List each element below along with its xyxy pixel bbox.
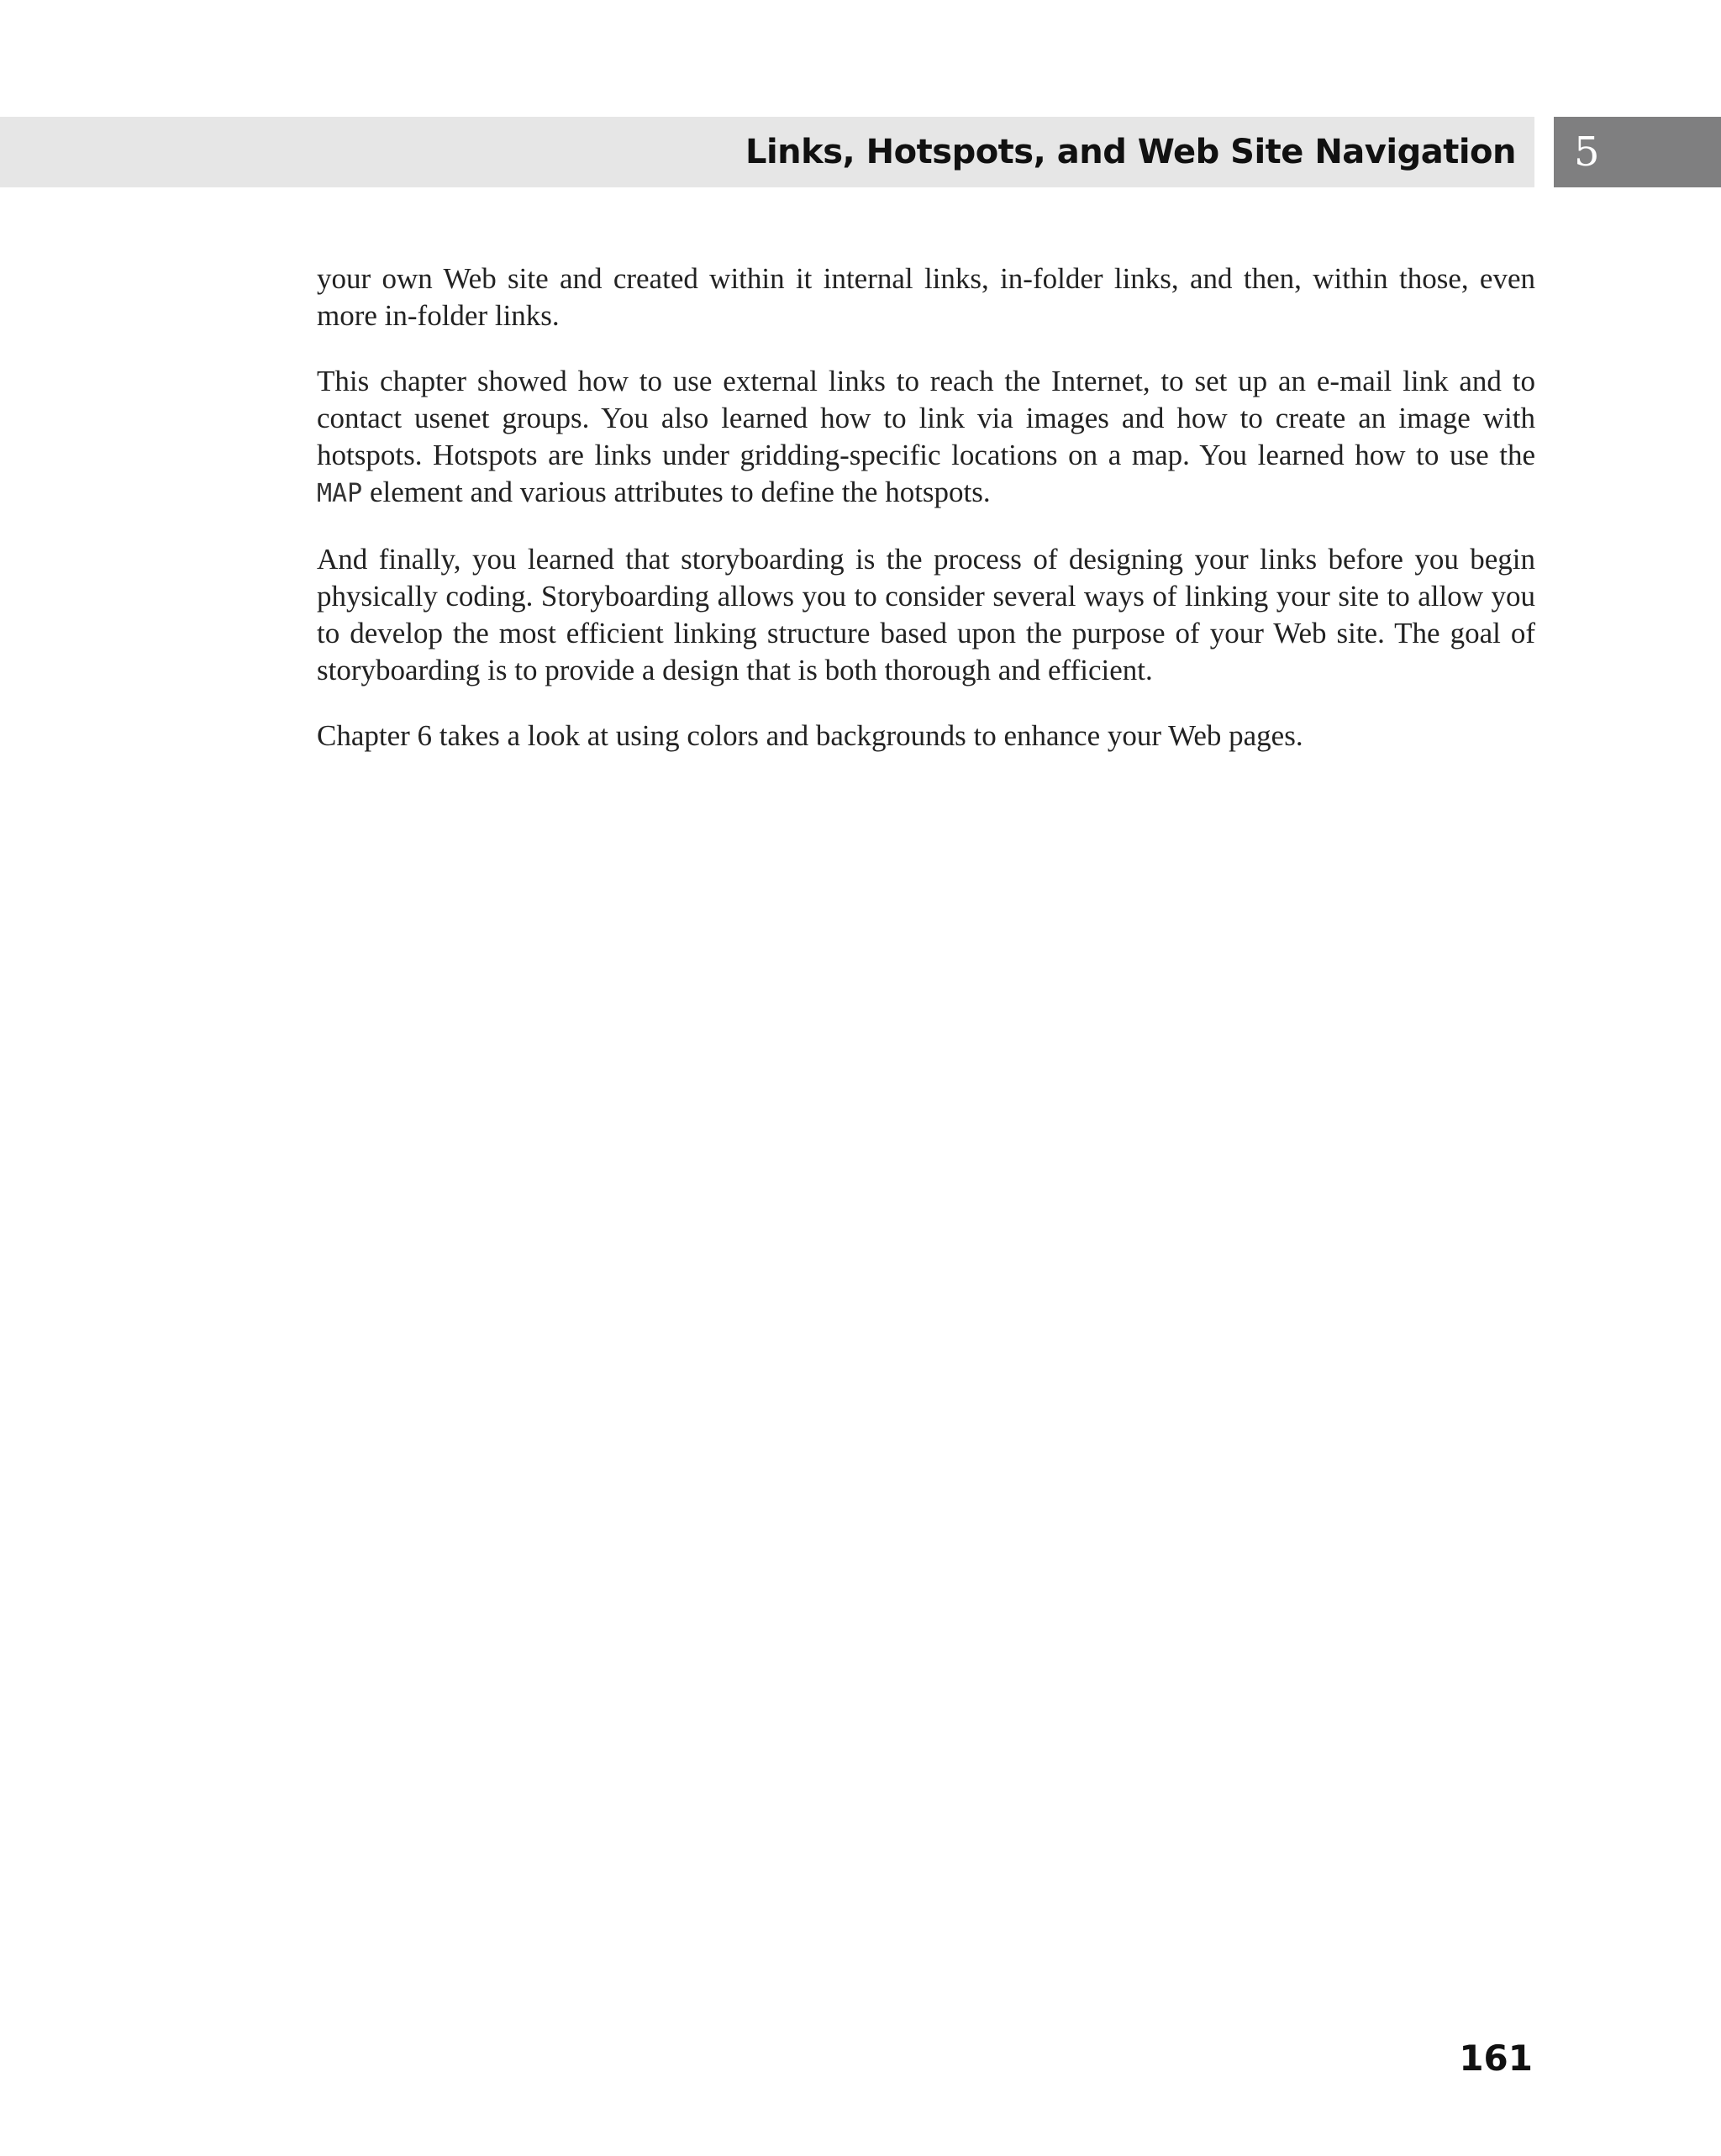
paragraph-2-text-a: This chapter showed how to use external links to reach the Internet, to set up an e-mail link and to contact usenet groups. You also learned how to link via images and how to create an image with hotspots. Hotspots are links under gridding-specific locations on a map. You learned how to use the	[317, 365, 1535, 471]
paragraph-4: Chapter 6 takes a look at using colors and backgrounds to enhance your Web pages.	[317, 719, 1303, 752]
running-head: Links, Hotspots, and Web Site Navigation	[745, 133, 1516, 171]
paragraph-3: And finally, you learned that storyboarding is the process of designing your links before you begin physically coding. Storyboarding allows you to consider several ways of linking your site to allow you to develop the most efficient linking structure based upon the purpose of your Web site. The goal of storyboarding is to provide a design that is both thorough and efficient.	[317, 543, 1535, 686]
paragraph-1: your own Web site and created within it internal links, in-folder links, and then, within those, even more in-folder links.	[317, 262, 1535, 332]
paragraph-2	[317, 363, 1535, 513]
code-map-element: MAP	[317, 479, 363, 508]
paragraph-2-text-b: element and various attributes to define the hotspots.	[362, 476, 991, 508]
body-text	[317, 260, 1535, 783]
chapter-tab	[1554, 117, 1721, 187]
chapter-number: 5	[1574, 129, 1600, 176]
page-number: 161	[1459, 2038, 1533, 2079]
